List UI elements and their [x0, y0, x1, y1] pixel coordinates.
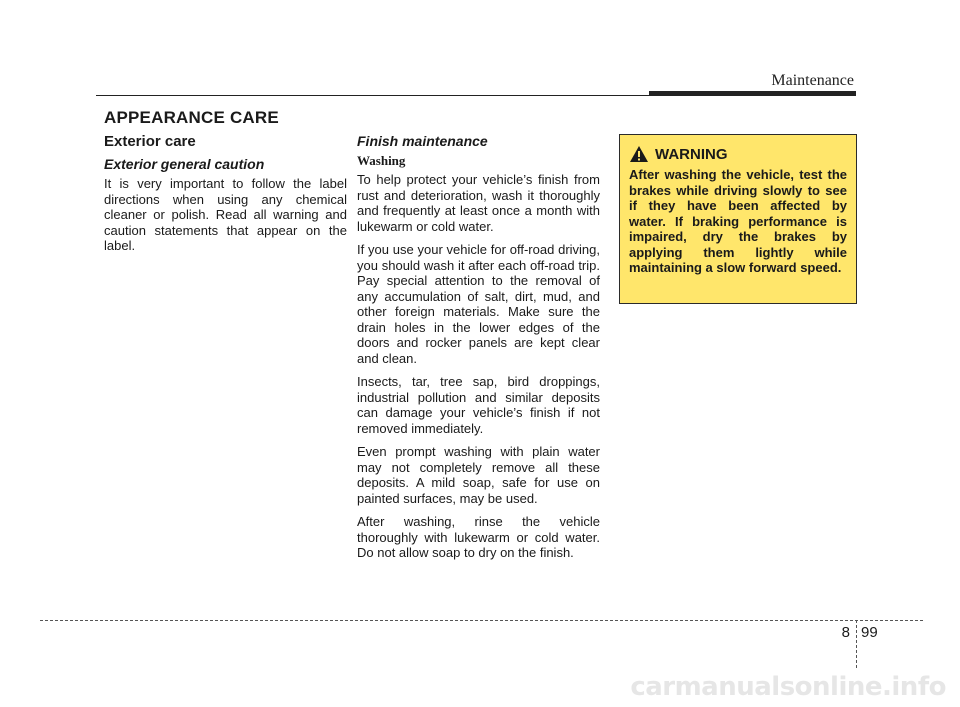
- warning-header: [629, 145, 847, 163]
- warning-box: [619, 134, 857, 304]
- finish-maintenance-subheading: Finish maintenance: [357, 133, 488, 149]
- section-title: APPEARANCE CARE: [104, 108, 279, 127]
- middle-column: [357, 133, 600, 569]
- body-paragraph: To help protect your vehicle’s finish from rust and deterioration, wash it thoroughly and frequently at least once a month with lukewarm or cold water.: [357, 172, 600, 234]
- washing-label: Washing: [357, 153, 406, 168]
- running-header-title: Maintenance: [771, 72, 854, 89]
- general-caution-subheading: Exterior general caution: [104, 156, 265, 172]
- body-paragraph: Insects, tar, tree sap, bird droppings, industrial pollution and similar deposits can damage your vehicle’s finish if not removed immediately.: [357, 374, 600, 436]
- exterior-care-heading: Exterior care: [104, 133, 196, 150]
- left-column: [104, 133, 347, 262]
- warning-title: WARNING: [655, 145, 728, 163]
- page-number: 99: [861, 624, 878, 641]
- footer-divider: [856, 620, 857, 668]
- footer-rule: [40, 620, 923, 621]
- header-rule-accent: [649, 91, 856, 96]
- body-paragraph: Even prompt washing with plain water may not completely remove all these deposits. A mild soap, safe for use on painted surfaces, may be used.: [357, 444, 600, 506]
- chapter-number: 8: [841, 624, 850, 641]
- watermark: carmanualsonline.info: [630, 672, 946, 702]
- body-paragraph: After washing, rinse the vehicle thoroughly with lukewarm or cold water. Do not allow soap to dry on the finish.: [357, 514, 600, 560]
- warning-text: After washing the vehicle, test the brakes while driving slowly to see if they have been affected by water. If braking performance is impaired, dry the brakes by applying them lightly while maintaining a slow forward speed.: [629, 167, 847, 275]
- body-paragraph: If you use your vehicle for off-road driving, you should wash it after each off-road trip. Pay special attention to the removal of any accumulation of salt, dirt, mud, and other foreign materials. Make sure the drain holes in the lower edges of the doors and rocker panels are kept clear and clean.: [357, 242, 600, 366]
- warning-triangle-icon: [629, 145, 649, 163]
- caution-paragraph: It is very important to follow the label directions when using any chemical cleaner or polish. Read all warning and caution statements that appear on the label.: [104, 176, 347, 253]
